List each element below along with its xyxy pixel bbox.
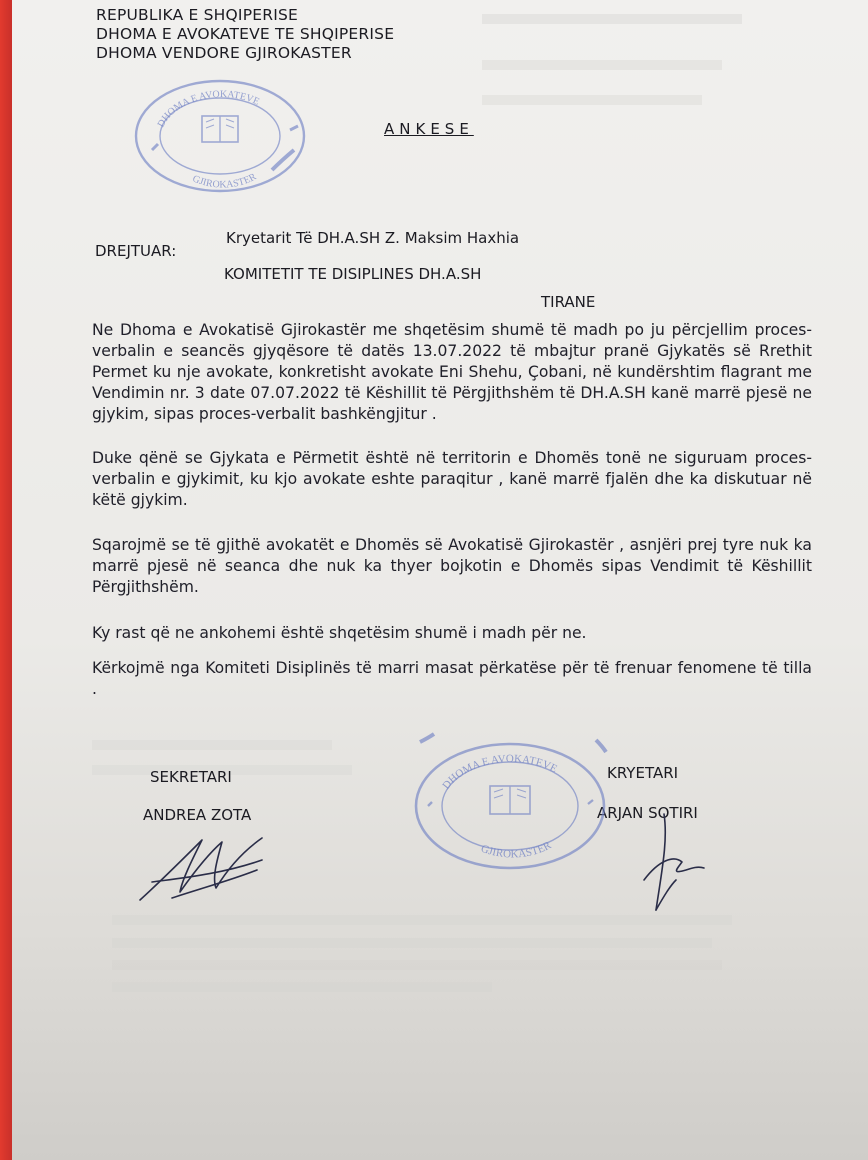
stamp-bottom-bottom-text: GJIROKASTER [479,839,554,861]
svg-text:GJIROKASTER [479,839,554,861]
paragraph-4: Ky rast që ne ankohemi është shqetësim shumë i madh për ne. [92,624,587,642]
red-edge [0,0,12,1160]
stamp-bottom-text: GJIROKASTER [190,171,259,191]
secretary-role: SEKRETARI [150,768,232,786]
secretary-signature [132,830,282,910]
secretary-name: ANDREA ZOTA [143,806,252,824]
address-recipient: Kryetarit Të DH.A.SH Z. Maksim Haxhia [226,229,520,247]
document-title: ANKESE [384,120,474,138]
paragraph-2: Duke qënë se Gjykata e Përmetit është në territorin e Dhomës tonë ne siguruam proces-verbalin e gjykimit, ku kjo avokate eshte paraqitur , kanë marrë fjalën dhe ka diskutuar në këtë gjykim. [92,449,812,509]
stamp-bottom [400,732,620,882]
header-line-2: DHOMA E AVOKATEVE TE SHQIPERISE [96,25,395,43]
paragraph-1: Ne Dhoma e Avokatisë Gjirokastër me shqetësim shumë të madh po ju përcjellim proces-verbalin e seancës gjyqësore të datës 13.07.2022 të mbajtur pranë Gjykatës së Rrethit Permet ku nje avokate, konkretisht avokate Eni Shehu, Çobani, në kundërshtim flagrant me Vendimin nr. 3 date 07.07.2022 të Këshillit të Përgjithshëm të DH.A.SH kanë marrë pjesë ne gjykim, sipas proces-verbalit bashkëngjitur . [92,321,812,423]
stamp-bottom-top-text: DHOMA E AVOKATEVE [440,752,560,792]
address-committee: KOMITETIT TE DISIPLINES DH.A.SH [224,265,482,283]
stamp-top [122,70,322,200]
paragraph-3: Sqarojmë se të gjithë avokatët e Dhomës së Avokatisë Gjirokastër , asnjëri prej tyre nuk ka marrë pjesë në seanca dhe nuk ka thyer bojkotin e Dhomës sipas Vendimit të Këshillit Përgjithshëm. [92,536,812,596]
stamp-top-text: DHOMA E AVOKATEVE [155,88,261,130]
svg-text:DHOMA E AVOKATEVE [156,89,261,129]
address-label: DREJTUAR: [95,242,177,260]
address-city: TIRANE [541,293,596,311]
president-signature [634,810,714,920]
header-line-3: DHOMA VENDORE GJIROKASTER [96,44,352,62]
president-name: ARJAN SOTIRI [597,804,698,822]
document-page [12,0,868,1160]
paragraph-5: Kërkojmë nga Komiteti Disiplinës të marri masat përkatëse për të frenuar fenomene të tilla . [92,659,812,698]
header-line-1: REPUBLIKA E SHQIPERISE [96,6,299,24]
president-role: KRYETARI [607,764,679,782]
